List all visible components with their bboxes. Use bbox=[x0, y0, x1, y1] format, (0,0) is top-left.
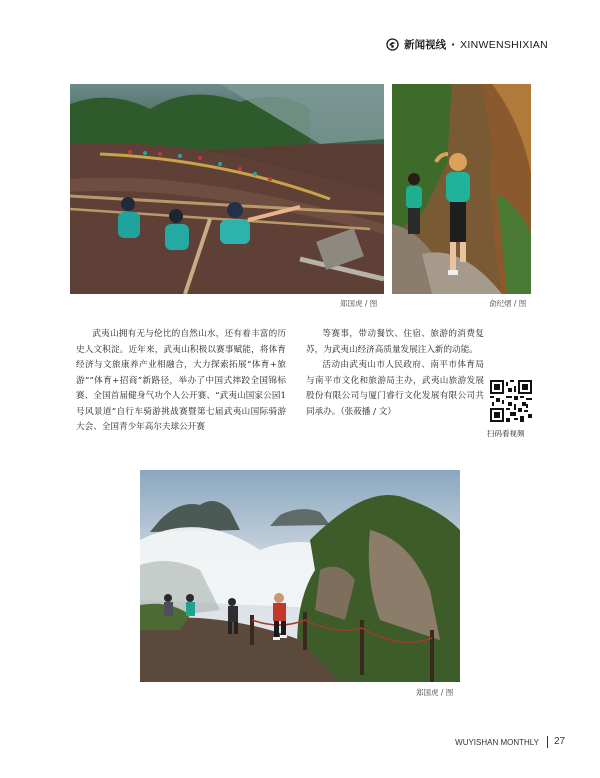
photo-credit: 郑国虎 / 图 bbox=[416, 688, 454, 697]
header-title-latin: XINWENSHIXIAN bbox=[460, 38, 548, 51]
qr-code-label: 扫码看视频 bbox=[487, 429, 525, 438]
magazine-name: WUYISHAN MONTHLY bbox=[455, 738, 539, 747]
article-paragraph: 活动由武夷山市人民政府、南平市体育局与南平市文化和旅游局主办，武夷山旅游发展股份有限公司与厦门睿行文化发展有限公司共同承办。（张莜播 / 文） bbox=[306, 360, 484, 417]
article-paragraph: 等赛事，带动餐饮、住宿、旅游的消费复苏，为武夷山经济高质量发展注入新的动能。 bbox=[306, 329, 484, 355]
photo-credit: 郑国虎 / 图 bbox=[340, 299, 378, 308]
forest-runners-photo bbox=[392, 84, 531, 294]
page-number: 27 bbox=[554, 736, 566, 747]
header-separator: · bbox=[451, 38, 456, 51]
mountain-hikers-photo bbox=[140, 470, 460, 682]
photo-credit: 俞纪熠 / 图 bbox=[489, 299, 527, 308]
article-column-1: 武夷山拥有无与伦比的自然山水，还有着丰富的历史人文积淀。近年来，武夷山积极以赛事赋能，将体育经济与文旅康养产业相融合，大力探索拓展“体育+旅游”“体育+招商”新路径，举办了中国式摔跤全国锦标赛、全国首届健身气功个人公开赛、“武夷山国家公园1号风景道”自行车骑游挑战赛暨第七届武夷山国际骑游大会、全国青少年高尔夫球公开赛 bbox=[76, 329, 286, 432]
trail-climb-photo bbox=[70, 84, 384, 294]
footer-divider bbox=[547, 736, 548, 748]
qr-code-icon[interactable] bbox=[490, 380, 532, 422]
header-title-cn: 新闻视线 bbox=[404, 39, 447, 51]
page-header bbox=[386, 37, 548, 52]
news-vision-logo-icon bbox=[386, 38, 399, 51]
article-column-2 bbox=[306, 327, 484, 420]
